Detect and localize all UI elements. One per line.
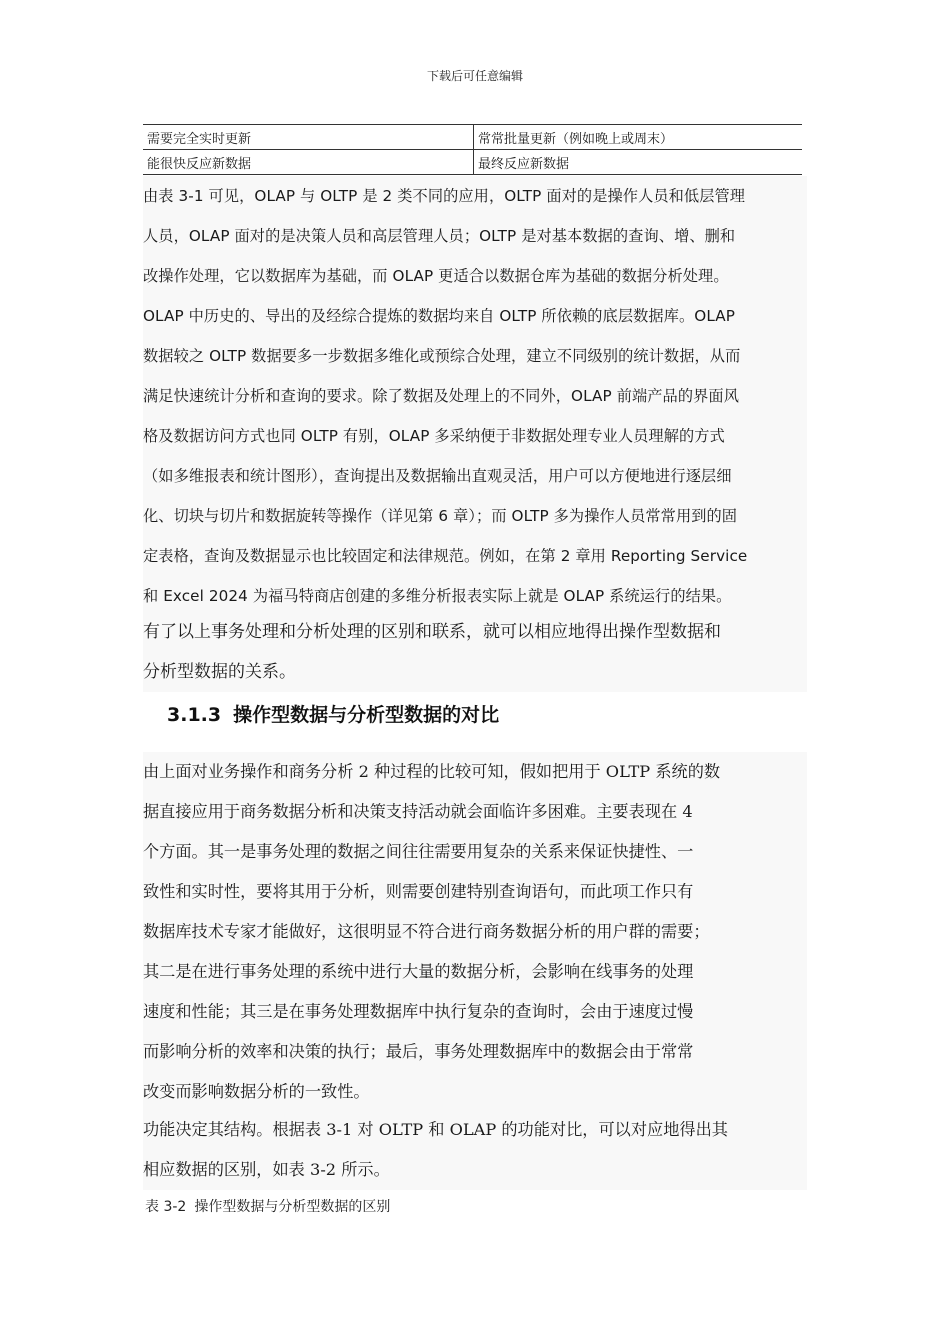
table-cell: 最终反应新数据 (474, 150, 803, 175)
text-line: 格及数据访问方式也同 OLTP 有别，OLAP 多采纳便于非数据处理专业人员理解的方式 (143, 427, 725, 445)
text-line: 速度和性能；其三是在事务处理数据库中执行复杂的查询时，会由于速度过慢 (143, 1002, 694, 1021)
text-line: 数据库技术专家才能做好，这很明显不符合进行商务数据分析的用户群的需要； (143, 922, 710, 941)
text-line: 定表格，查询及数据显示也比较固定和法律规范。例如，在第 2 章用 Reporting Service (143, 547, 748, 565)
text-line: 数据较之 OLTP 数据要多一步数据多维化或预综合处理，建立不同级别的统计数据，从而 (143, 347, 741, 365)
text-line: 据直接应用于商务数据分析和决策支持活动就会面临许多困难。主要表现在 4 (143, 802, 693, 821)
comparison-table-fragment (143, 124, 802, 175)
section-number: 3.1.3 (167, 704, 222, 726)
text-line: 个方面。其一是事务处理的数据之间往往需要用复杂的关系来保证快捷性、一 (143, 842, 694, 861)
paragraph-difficulties (143, 752, 807, 1112)
paragraph-function-structure (143, 1110, 807, 1190)
caption-number: 表 3-2 (145, 1199, 187, 1215)
table-row (143, 125, 802, 150)
text-line: 功能决定其结构。根据表 3-1 对 OLTP 和 OLAP 的功能对比，可以对应地得出其 (143, 1120, 728, 1139)
table-row (143, 150, 802, 175)
table-cell: 常常批量更新（例如晚上或周末） (474, 125, 803, 150)
paragraph-olap-oltp (143, 176, 807, 616)
text-line: 由上面对业务操作和商务分析 2 种过程的比较可知，假如把用于 OLTP 系统的数 (143, 762, 721, 781)
table-cell: 能很快反应新数据 (143, 150, 474, 175)
section-heading (167, 700, 499, 727)
text-line: 人员，OLAP 面对的是决策人员和高层管理人员；OLTP 是对基本数据的查询、增、删和 (143, 227, 736, 245)
text-line: 和 Excel 2024 为福马特商店创建的多维分析报表实际上就是 OLAP 系统运行的结果。 (143, 587, 732, 605)
text-line: （如多维报表和统计图形），查询提出及数据输出直观灵活，用户可以方便地进行逐层细 (143, 467, 732, 485)
text-line: 改操作处理，它以数据库为基础，而 OLAP 更适合以数据仓库为基础的数据分析处理。 (143, 267, 729, 285)
text-line: 化、切块与切片和数据旋转等操作（详见第 6 章）；而 OLTP 多为操作人员常常用到的固 (143, 507, 738, 525)
text-line: 满足快速统计分析和查询的要求。除了数据及处理上的不同外，OLAP 前端产品的界面风 (143, 387, 739, 405)
text-line: 改变而影响数据分析的一致性。 (143, 1082, 370, 1101)
section-title: 操作型数据与分析型数据的对比 (233, 704, 500, 726)
text-line: 分析型数据的关系。 (143, 662, 296, 682)
caption-text: 操作型数据与分析型数据的区别 (194, 1199, 391, 1215)
text-line: 致性和实时性，要将其用于分析，则需要创建特别查询语句，而此项工作只有 (143, 882, 694, 901)
text-line: 其二是在进行事务处理的系统中进行大量的数据分析，会影响在线事务的处理 (143, 962, 694, 981)
text-line: 而影响分析的效率和决策的执行；最后，事务处理数据库中的数据会由于常常 (143, 1042, 694, 1061)
page-header: 下载后可任意编辑 (426, 69, 523, 83)
text-line: 由表 3-1 可见，OLAP 与 OLTP 是 2 类不同的应用，OLTP 面对的是操作人员和低层管理 (143, 187, 746, 205)
text-line: OLAP 中历史的、导出的及经综合提炼的数据均来自 OLTP 所依赖的底层数据库。OLAP (143, 307, 735, 325)
paragraph-relationship (143, 612, 807, 692)
table-caption (145, 1196, 390, 1216)
text-line: 相应数据的区别，如表 3-2 所示。 (143, 1160, 390, 1179)
text-line: 有了以上事务处理和分析处理的区别和联系，就可以相应地得出操作型数据和 (143, 622, 721, 642)
table-cell: 需要完全实时更新 (143, 125, 474, 150)
